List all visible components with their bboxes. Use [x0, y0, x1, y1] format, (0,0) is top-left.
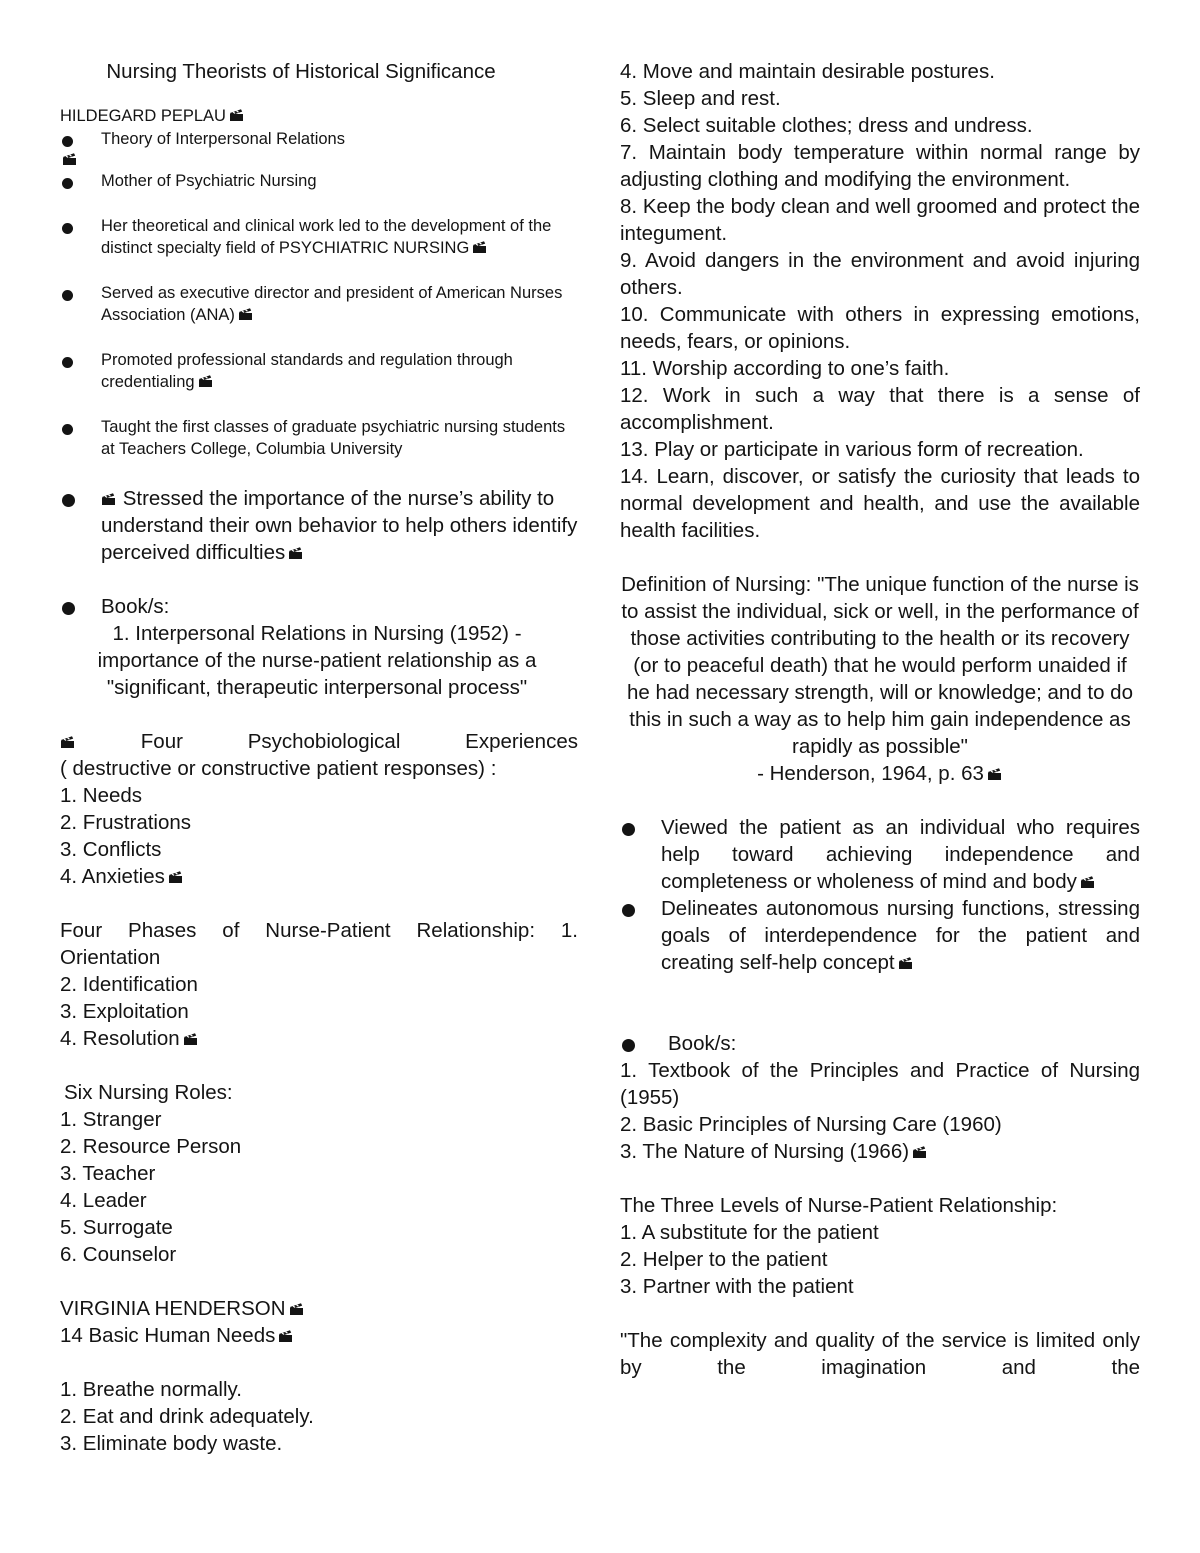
- need-item-5: 5. Sleep and rest.: [620, 87, 781, 110]
- henderson-needs-heading: 14 Basic Human Needs: [60, 1322, 578, 1349]
- role-item-1: 1. Stranger: [60, 1107, 162, 1131]
- clapperboard-icon: [987, 761, 1003, 775]
- need-item-4: 4. Move and maintain desirable postures.: [620, 60, 995, 83]
- psychobiological-item-4: 4. Anxieties: [60, 863, 578, 890]
- clapperboard-icon: [912, 1139, 928, 1153]
- role-item-3: 3. Teacher: [60, 1161, 156, 1185]
- clapperboard-icon: [289, 1296, 305, 1310]
- psychobiological-item-1: 1. Needs: [60, 783, 143, 807]
- need-item-11: 11. Worship according to one’s faith.: [620, 357, 950, 380]
- henderson-books-label: Book/s:: [620, 1030, 1140, 1057]
- peplau-bullet-1: Theory of Interpersonal Relations: [60, 128, 578, 151]
- peplau-bullet-7: Stressed the importance of the nurse’s ability to understand their own behavior to help others identify perceived difficulties: [60, 485, 578, 566]
- clapperboard-icon: [183, 1026, 199, 1040]
- phase-item-2: 2. Identification: [60, 972, 198, 996]
- nursing-definition: Definition of Nursing: "The unique function of the nurse is to assist the individual, sick or well, in the performance of those activities contributing to the health or its recovery (or to peaceful death) that he would perform unaided if he had necessary strength, will or knowledge; and to do this in such a way as to help him gain independence as rapidly as possible": [621, 573, 1139, 758]
- peplau-bullet-5: Promoted professional standards and regulation through credentialing: [60, 349, 578, 394]
- clapperboard-icon: [288, 540, 304, 554]
- need-item-9: 9. Avoid dangers in the environment and avoid injuring others.: [620, 249, 1140, 299]
- psychobiological-item-3: 3. Conflicts: [60, 837, 162, 861]
- need-item-14: 14. Learn, discover, or satisfy the curiosity that leads to normal development and health, and use the available health facilities.: [620, 465, 1140, 542]
- henderson-bullet-2: Delineates autonomous nursing functions, stressing goals of interdependence for the patient and creating self-help concept: [620, 895, 1140, 976]
- need-item-12: 12. Work in such a way that there is a sense of accomplishment.: [620, 384, 1140, 434]
- level-item-2: 2. Helper to the patient: [620, 1248, 828, 1271]
- left-column: [60, 58, 578, 1457]
- stray-clapper-icon-wrap: [60, 152, 578, 166]
- clapperboard-icon: [229, 106, 245, 120]
- need-item-8: 8. Keep the body clean and well groomed and protect the integument.: [620, 195, 1140, 245]
- clapperboard-icon: [198, 372, 214, 386]
- psychobiological-heading: Four Psychobiological Experiences ( destructive or constructive patient responses) :: [60, 729, 578, 780]
- level-item-1: 1. A substitute for the patient: [620, 1221, 879, 1244]
- roles-heading: Six Nursing Roles:: [64, 1080, 233, 1104]
- clapperboard-icon: [278, 1323, 294, 1337]
- psychobiological-item-2: 2. Frustrations: [60, 810, 192, 834]
- peplau-bullet-2: Mother of Psychiatric Nursing: [60, 170, 578, 193]
- clapperboard-icon: [238, 305, 254, 319]
- peplau-heading: [60, 105, 578, 128]
- need-item-13: 13. Play or participate in various form of recreation.: [620, 438, 1084, 461]
- clapperboard-icon: [168, 864, 184, 878]
- henderson-book-2: 2. Basic Principles of Nursing Care (1960): [620, 1113, 1002, 1136]
- peplau-book-1: 1. Interpersonal Relations in Nursing (1952) - importance of the nurse-patient relationship as a "significant, therapeutic interpersonal process": [97, 621, 537, 699]
- need-item-7: 7. Maintain body temperature within normal range by adjusting clothing and modifying the environment.: [620, 141, 1140, 191]
- henderson-quote: "The complexity and quality of the service is limited only by the imagination and the: [620, 1329, 1140, 1379]
- clapperboard-icon: [1080, 869, 1096, 883]
- role-item-2: 2. Resource Person: [60, 1134, 242, 1158]
- need-item-1: 1. Breathe normally.: [60, 1377, 242, 1401]
- phases-heading: Four Phases of Nurse-Patient Relationship: 1. Orientation: [60, 918, 578, 969]
- henderson-book-3: 3. The Nature of Nursing (1966): [620, 1138, 1140, 1165]
- clapperboard-icon: [101, 486, 117, 500]
- right-column: [620, 58, 1140, 1381]
- peplau-name: HILDEGARD PEPLAU: [60, 107, 226, 125]
- henderson-bullet-1: Viewed the patient as an individual who requires help toward achieving independence and completeness or wholeness of mind and body: [620, 814, 1140, 895]
- levels-heading: The Three Levels of Nurse-Patient Relationship:: [620, 1194, 1058, 1217]
- need-item-3: 3. Eliminate body waste.: [60, 1431, 283, 1455]
- need-item-10: 10. Communicate with others in expressing emotions, needs, fears, or opinions.: [620, 303, 1140, 353]
- clapperboard-icon: [472, 238, 488, 252]
- peplau-bullet-6: Taught the first classes of graduate psychiatric nursing students at Teachers College, Columbia University: [60, 416, 578, 461]
- clapperboard-icon: [60, 729, 76, 743]
- peplau-bullet-3: Her theoretical and clinical work led to the development of the distinct specialty field of PSYCHIATRIC NURSING: [60, 215, 578, 260]
- phase-item-4: 4. Resolution: [60, 1025, 578, 1052]
- definition-citation: - Henderson, 1964, p. 63: [620, 760, 1140, 787]
- need-item-6: 6. Select suitable clothes; dress and undress.: [620, 114, 1033, 137]
- role-item-6: 6. Counselor: [60, 1242, 177, 1266]
- need-item-2: 2. Eat and drink adequately.: [60, 1404, 314, 1428]
- role-item-4: 4. Leader: [60, 1188, 147, 1212]
- peplau-bullet-4: Served as executive director and president of American Nurses Association (ANA): [60, 282, 578, 327]
- clapperboard-icon: [62, 152, 78, 166]
- henderson-book-1: 1. Textbook of the Principles and Practice of Nursing (1955): [620, 1059, 1140, 1109]
- page-title: Nursing Theorists of Historical Significance: [106, 60, 496, 83]
- henderson-heading: VIRGINIA HENDERSON: [60, 1295, 578, 1322]
- role-item-5: 5. Surrogate: [60, 1215, 173, 1239]
- phase-item-3: 3. Exploitation: [60, 999, 189, 1023]
- peplau-books-label: Book/s:: [60, 593, 578, 620]
- level-item-3: 3. Partner with the patient: [620, 1275, 854, 1298]
- clapperboard-icon: [898, 950, 914, 964]
